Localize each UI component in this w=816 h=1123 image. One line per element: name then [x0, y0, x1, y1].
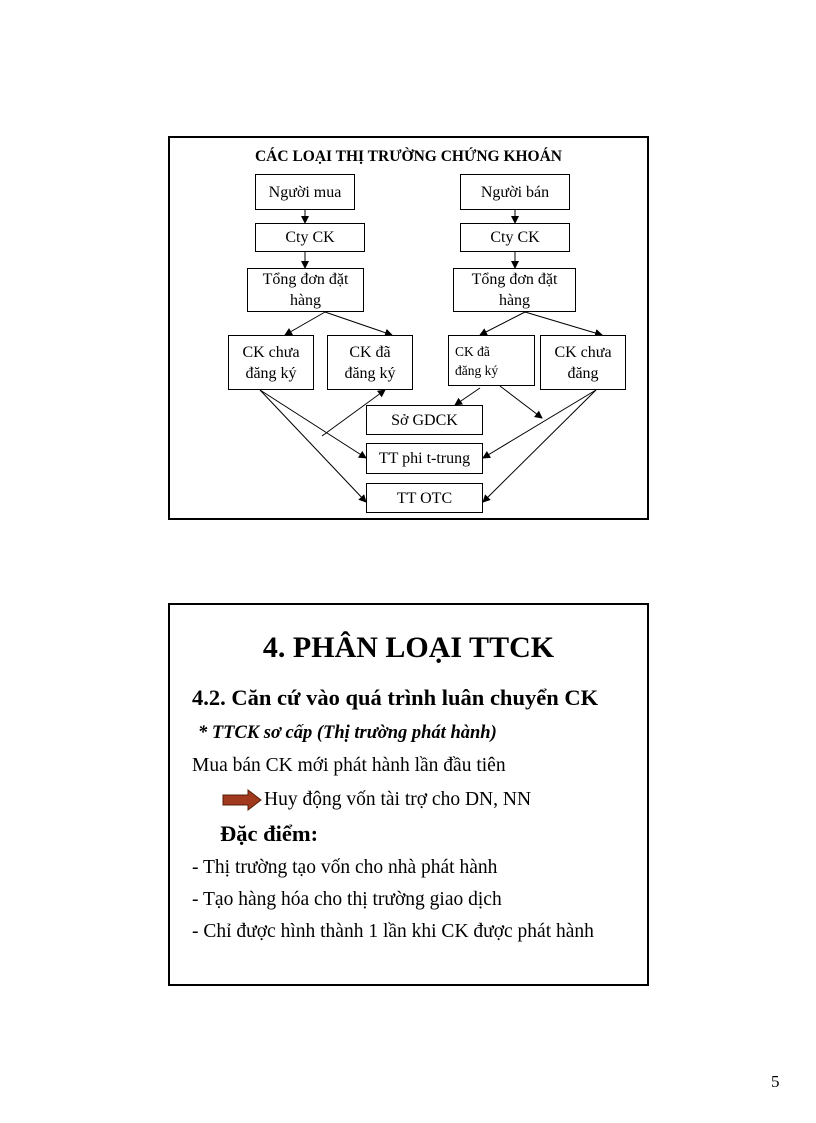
node-decentralized: TT phi t-trung: [366, 443, 483, 474]
node-orders-left: Tổng đơn đặt hàng: [247, 268, 364, 312]
node-broker-left: Cty CK: [255, 223, 365, 252]
connector-listed-right-tail: [500, 386, 542, 418]
node-otc: TT OTC: [366, 483, 483, 513]
connector-orders-listed-right: [480, 312, 525, 335]
node-buyer: Người mua: [255, 174, 355, 210]
connector-unlisted-left-decentralized: [260, 390, 366, 458]
text-slide: [168, 603, 649, 986]
connector-orders-unlisted-left: [285, 312, 325, 335]
definition-line: Mua bán CK mới phát hành lần đầu tiên: [192, 755, 506, 776]
slide-title: 4. PHÂN LOẠI TTCK: [262, 631, 555, 664]
subheading: 4.2. Căn cứ vào quá trình luân chuyển CK: [192, 685, 599, 710]
connector-listed-right-exchange: [455, 388, 480, 405]
arrow-result-text: Huy động vốn tài trợ cho DN, NN: [264, 789, 532, 810]
node-unlisted-right: CK chưa đăng: [540, 335, 626, 390]
page-number: 5: [771, 1072, 780, 1091]
node-orders-right: Tổng đơn đặt hàng: [453, 268, 576, 312]
node-exchange: Sở GDCK: [366, 405, 483, 435]
node-broker-right: Cty CK: [460, 223, 570, 252]
connector-orders-unlisted-right: [525, 312, 602, 335]
connector-unlisted-left-otc: [260, 390, 366, 502]
node-seller: Người bán: [460, 174, 570, 210]
connector-unlisted-right-decentralized: [483, 390, 596, 458]
connector-unlisted-right-otc: [483, 390, 596, 502]
bullet-primary-market: * TTCK sơ cấp (Thị trường phát hành): [198, 723, 497, 743]
right-arrow-icon: [222, 789, 262, 811]
features-heading: Đặc điểm:: [220, 821, 319, 846]
connector-orders-listed-left: [325, 312, 392, 335]
feature-item: - Tạo hàng hóa cho thị trường giao dịch: [192, 889, 502, 910]
node-unlisted-left: CK chưa đăng ký: [228, 335, 314, 390]
diagram-slide: [168, 136, 649, 520]
feature-item: - Chỉ được hình thành 1 lần khi CK được phát hành: [192, 921, 594, 942]
feature-item: - Thị trường tạo vốn cho nhà phát hành: [192, 857, 498, 878]
node-listed-left: CK đã đăng ký: [327, 335, 413, 390]
diagram-title: CÁC LOẠI THỊ TRƯỜNG CHỨNG KHOÁN: [254, 148, 562, 165]
node-listed-right: CK đã đăng ký: [448, 335, 535, 386]
